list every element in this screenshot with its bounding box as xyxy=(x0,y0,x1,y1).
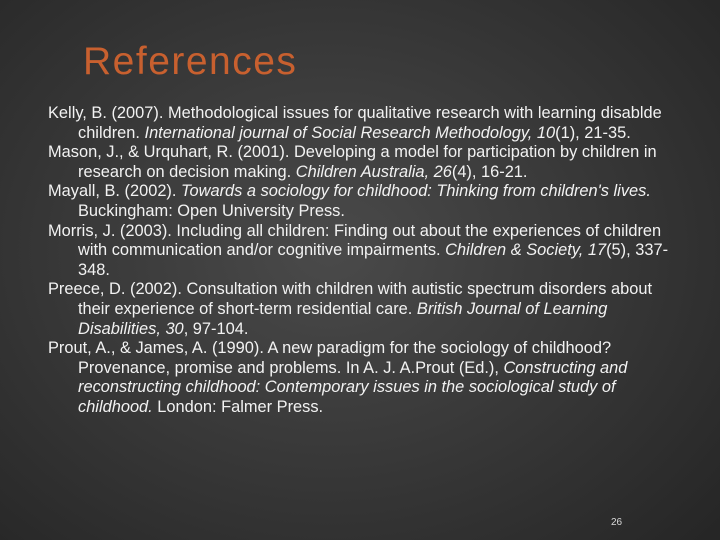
reference-source: Constructing and reconstructing childhood: Contemporary issues in the sociological study of childhood. xyxy=(78,358,628,416)
reference-details: , 97-104. xyxy=(183,319,249,338)
reference-item xyxy=(48,104,680,143)
slide-title: References xyxy=(83,40,298,83)
reference-text: Morris, J. (2003). Including all children: Finding out about the experiences of children with communication and/or cognitive impairments. xyxy=(48,221,662,260)
reference-text: Preece, D. (2002). Consultation with children with autistic spectrum disorders about their experience of short-term residential care. xyxy=(48,280,653,318)
reference-item xyxy=(48,143,680,182)
reference-source: International journal of Social Research Methodology, 10 xyxy=(144,123,556,142)
reference-item xyxy=(48,339,680,417)
reference-details: London: Falmer Press. xyxy=(152,397,324,416)
reference-item xyxy=(48,182,680,221)
reference-source: Towards a sociology for childhood: Thinking from children's lives. xyxy=(181,182,651,201)
reference-source: British Journal of Learning Disabilities, 30 xyxy=(78,299,608,338)
reference-text: Prout, A., & James, A. (1990). A new paradigm for the sociology of childhood? Provenance, promise and problems. In A. J. A.Prout (Ed.), xyxy=(48,339,612,377)
reference-text: Mason, J., & Urquhart, R. (2001). Developing a model for participation by children in research on decision making. xyxy=(48,143,657,181)
reference-source: Children & Society, 17 xyxy=(445,241,607,260)
reference-source: Children Australia, 26 xyxy=(295,162,452,181)
reference-details: (5), 337-348. xyxy=(78,241,669,279)
reference-item xyxy=(48,222,680,281)
page-number: 26 xyxy=(611,517,623,528)
reference-details: (4), 16-21. xyxy=(451,162,528,181)
reference-list xyxy=(48,104,680,418)
reference-text: Mayall, B. (2002). xyxy=(48,182,181,201)
reference-details: (1), 21-35. xyxy=(555,123,631,142)
reference-item xyxy=(48,280,680,339)
reference-text: Kelly, B. (2007). Methodological issues for qualitative research with learning disablde children. xyxy=(48,104,662,142)
reference-details: Buckingham: Open University Press. xyxy=(78,201,345,220)
